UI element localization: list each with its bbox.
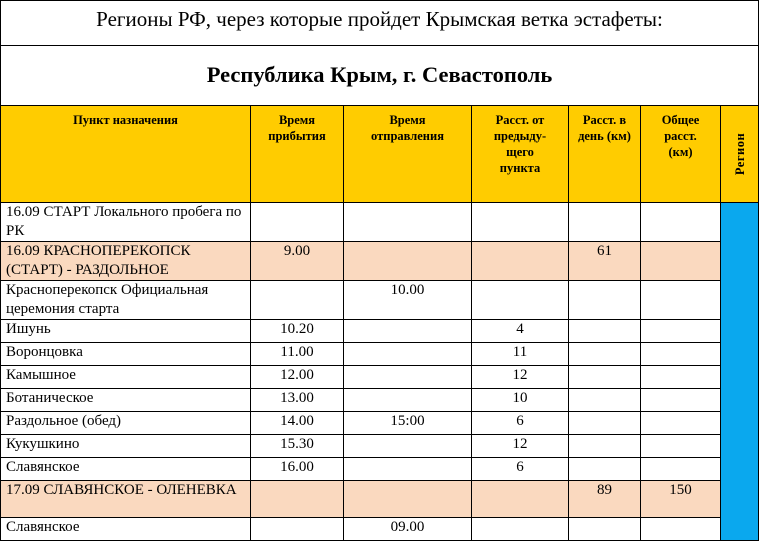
table-row [1,366,759,389]
place-cell: Камышное [1,366,251,389]
schedule-rows [1,203,759,541]
segment-row [1,242,759,281]
dist-prev-cell [472,242,569,281]
place-cell: Ишунь [1,320,251,343]
segment-row [1,481,759,518]
table-row [1,412,759,435]
header-dist-total [641,106,721,203]
dist-prev-cell [472,518,569,541]
dist-total-cell [641,435,721,458]
place-cell: 16.09 СТАРТ Локального пробега по РК [1,203,251,242]
dist-day-cell [569,320,641,343]
dist-prev-cell: 6 [472,458,569,481]
departure-cell [344,343,472,366]
dist-prev-cell [472,203,569,242]
dist-day-cell [569,366,641,389]
dist-prev-cell: 10 [472,389,569,412]
table-row [1,458,759,481]
departure-cell [344,366,472,389]
departure-cell [344,458,472,481]
dist-prev-cell: 12 [472,435,569,458]
table-row [1,320,759,343]
place-cell: 17.09 СЛАВЯНСКОЕ - ОЛЕНЕВКА [1,481,251,518]
arrival-cell: 15.30 [251,435,344,458]
arrival-cell [251,281,344,320]
departure-cell [344,320,472,343]
column-headers [1,106,759,203]
arrival-cell [251,203,344,242]
dist-prev-cell: 11 [472,343,569,366]
place-cell: Ботаническое [1,389,251,412]
dist-day-cell [569,458,641,481]
header-arrival-text: Время прибытия [268,113,326,143]
header-region [721,106,759,203]
dist-day-cell [569,281,641,320]
arrival-cell: 14.00 [251,412,344,435]
dist-prev-cell [472,281,569,320]
dist-day-cell [569,435,641,458]
table-row [1,389,759,412]
header-arrival [251,106,344,203]
place-cell: Воронцовка [1,343,251,366]
arrival-cell [251,518,344,541]
dist-day-cell [569,389,641,412]
arrival-cell [251,481,344,518]
place-cell: Раздольное (обед) [1,412,251,435]
region-title-text: Республика Крым, г. Севастополь [206,62,553,87]
departure-cell: 15:00 [344,412,472,435]
dist-day-cell [569,412,641,435]
dist-day-cell [569,203,641,242]
arrival-cell: 10.20 [251,320,344,343]
region-color-band [721,203,759,541]
header-region-text: Регион [732,132,747,176]
dist-total-cell [641,343,721,366]
place-cell: Кукушкино [1,435,251,458]
dist-prev-cell: 4 [472,320,569,343]
region-title [1,46,759,106]
departure-cell [344,435,472,458]
departure-cell [344,242,472,281]
place-cell: Красноперекопск Официальная церемония старта [1,281,251,320]
dist-total-cell [641,458,721,481]
place-cell: Славянское [1,458,251,481]
departure-cell [344,481,472,518]
table-row [1,281,759,320]
header-place: Пункт назначения [1,106,251,203]
dist-day-cell: 61 [569,242,641,281]
header-dist-day-text: Расст. в день (км) [578,113,631,143]
dist-prev-cell: 12 [472,366,569,389]
arrival-cell: 9.00 [251,242,344,281]
arrival-cell: 16.00 [251,458,344,481]
departure-cell [344,203,472,242]
departure-cell: 10.00 [344,281,472,320]
dist-total-cell [641,242,721,281]
dist-prev-cell: 6 [472,412,569,435]
dist-total-cell [641,366,721,389]
arrival-cell: 11.00 [251,343,344,366]
table-row [1,518,759,541]
dist-total-cell [641,518,721,541]
arrival-cell: 12.00 [251,366,344,389]
dist-total-cell [641,203,721,242]
header-dist-prev [472,106,569,203]
dist-total-cell [641,412,721,435]
dist-day-cell [569,518,641,541]
place-cell: 16.09 КРАСНОПЕРЕКОПСК (СТАРТ) - РАЗДОЛЬНОЕ [1,242,251,281]
arrival-cell: 13.00 [251,389,344,412]
dist-total-cell [641,281,721,320]
header-dist-total-text: Общее расст. (км) [661,113,700,159]
dist-day-cell [569,343,641,366]
dist-total-cell: 150 [641,481,721,518]
header-departure [344,106,472,203]
table-row [1,435,759,458]
header-departure-text: Время отправления [371,113,444,143]
dist-total-cell [641,320,721,343]
departure-cell: 09.00 [344,518,472,541]
dist-total-cell [641,389,721,412]
place-cell: Славянское [1,518,251,541]
dist-day-cell: 89 [569,481,641,518]
table-row [1,343,759,366]
intro-heading: Регионы РФ, через которые пройдет Крымская ветка эстафеты: [1,1,759,46]
dist-prev-cell [472,481,569,518]
departure-cell [344,389,472,412]
header-dist-prev-text: Расст. от предыду-щего пункта [493,113,547,175]
table-row [1,203,759,242]
header-dist-day [569,106,641,203]
